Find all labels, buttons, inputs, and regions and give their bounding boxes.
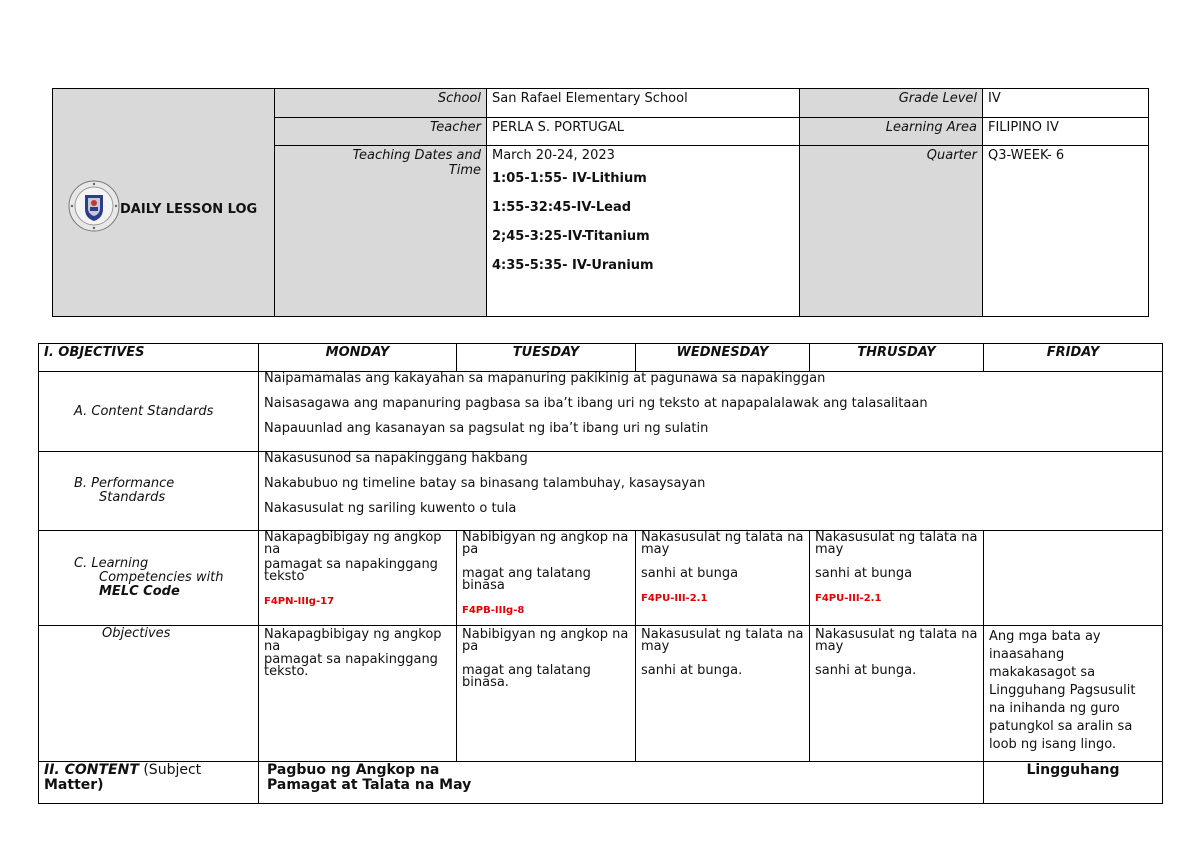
objective-monday [259,626,457,762]
competencies-label-cell [39,531,259,626]
competency-text: sanhi at bunga [815,566,913,581]
teaching-dates-label-line2: Time [448,163,481,178]
teaching-dates-value [487,146,800,317]
performance-standards-label-line2: Standards [99,490,166,505]
schedule-item: 1:55-32:45-IV-Lead [492,200,632,215]
performance-standards-label: B. Performance [74,476,175,491]
competency-tuesday [457,531,636,626]
deped-seal-icon [68,180,120,232]
teaching-dates-text: March 20-24, 2023 [492,148,615,163]
objective-text: Nakasusulat ng talata na may [641,627,804,654]
performance-standard-line: Nakasusulat ng sariling kuwento o tula [264,501,517,516]
learning-area-value: FILIPINO IV [983,118,1149,146]
friday-objective-line: Lingguhang Pagsusulit [989,683,1136,698]
school-value: San Rafael Elementary School [487,89,800,118]
content-standard-line: Napauunlad ang kasanayan sa pagsulat ng iba’t ibang uri ng sulatin [264,421,709,436]
objective-text: pamagat sa napakinggang teksto. [264,652,438,679]
competencies-label: C. Learning [74,556,149,571]
teacher-value: PERLA S. PORTUGAL [487,118,800,146]
objective-text: sanhi at bunga. [815,663,917,678]
content-topic-line: Pagbuo ng Angkop na [267,762,440,778]
objective-text: magat ang talatang binasa. [462,663,591,690]
competencies-label-line2: Competencies with [99,570,224,585]
day-header-wednesday: WEDNESDAY [636,344,810,372]
friday-objective-line: inaasahang [989,647,1065,662]
content-standards-cell [259,372,1163,452]
friday-objective-line: patungkol sa aralin sa [989,719,1133,734]
competency-text: pamagat sa napakinggang teksto [264,557,438,584]
grade-level-value: IV [983,89,1149,118]
schedule-item: 1:05-1:55- IV-Lithium [492,171,647,186]
content-friday-text: Lingguhang [1026,762,1120,778]
melc-code: F4PN-IIIg-17 [264,596,335,607]
quarter-value: Q3-WEEK- 6 [983,146,1149,317]
content-standards-label: A. Content Standards [74,403,214,419]
objective-text: Nakapagbibigay ng angkop na [264,627,442,654]
day-header-friday: FRIDAY [984,344,1163,372]
competency-text: magat ang talatang binasa [462,566,591,593]
content-topic-cell [259,762,984,804]
objective-text: Nabibigyan ng angkop na pa [462,627,629,654]
objective-friday [984,626,1163,762]
competency-wednesday [636,531,810,626]
competency-thursday [810,531,984,626]
teaching-dates-label [275,146,487,317]
grade-level-label: Grade Level [800,89,983,118]
content-standard-line: Naisasagawa ang mapanuring pagbasa sa iba’t ibang uri ng teksto at napapalalawak ang talasalitaan [264,396,928,411]
competency-friday [984,531,1163,626]
schedule-item: 4:35-5:35- IV-Uranium [492,258,654,273]
day-header-tuesday: TUESDAY [457,344,636,372]
competency-text: Nabibigyan ng angkop na pa [462,530,629,557]
quarter-label: Quarter [800,146,983,317]
friday-objective-line: makakasagot sa [989,665,1096,680]
content-standards-label-cell [39,372,259,452]
competency-text: sanhi at bunga [641,566,739,581]
friday-objective-line: na inihanda ng guro [989,701,1120,716]
content-label-cell [39,762,259,804]
school-label: School [275,89,487,118]
competency-text: Nakasusulat ng talata na may [815,530,978,557]
objective-text: sanhi at bunga. [641,663,743,678]
performance-standard-line: Nakabubuo ng timeline batay sa binasang talambuhay, kasaysayan [264,476,706,491]
learning-area-label: Learning Area [800,118,983,146]
objectives-header: I. OBJECTIVES [39,344,259,372]
objectives-table [38,343,1163,804]
day-header-monday: MONDAY [259,344,457,372]
melc-code: F4PB-IIIg-8 [462,605,525,616]
melc-code: F4PU-III-2.1 [815,593,882,604]
content-label-line2: Matter) [44,777,104,793]
objectives-label: Objectives [102,626,171,641]
header-table [52,88,1149,317]
content-label-rest: (Subject [138,762,202,778]
daily-lesson-log-title: DAILY LESSON LOG [120,202,258,217]
objective-wednesday [636,626,810,762]
content-topic-line: Pamagat at Talata na May [267,777,472,793]
competency-monday [259,531,457,626]
teaching-dates-label-line1: Teaching Dates and [352,148,481,163]
melc-code: F4PU-III-2.1 [641,593,708,604]
content-label [44,763,253,778]
objective-thursday [810,626,984,762]
content-friday-cell [984,762,1163,804]
performance-standards-cell [259,452,1163,531]
competencies-label-line3: MELC Code [99,584,180,599]
content-standard-line: Naipamamalas ang kakayahan sa mapanuring pakikinig at pagunawa sa napakinggan [264,371,826,386]
competency-text: Nakapagbibigay ng angkop na [264,530,442,557]
performance-standards-label-cell [39,452,259,531]
competency-text: Nakasusulat ng talata na may [641,530,804,557]
objective-tuesday [457,626,636,762]
teacher-label: Teacher [275,118,487,146]
day-header-thursday: THRUSDAY [810,344,984,372]
schedule-item: 2;45-3:25-IV-Titanium [492,229,650,244]
logo-cell [53,89,275,317]
performance-standard-line: Nakasusunod sa napakinggang hakbang [264,451,528,466]
objectives-label-cell [39,626,259,762]
friday-objective-line: loob ng isang lingo. [989,737,1117,752]
friday-objective-line: Ang mga bata ay [989,629,1101,644]
content-label-bold: II. CONTENT [44,762,139,778]
objective-text: Nakasusulat ng talata na may [815,627,978,654]
